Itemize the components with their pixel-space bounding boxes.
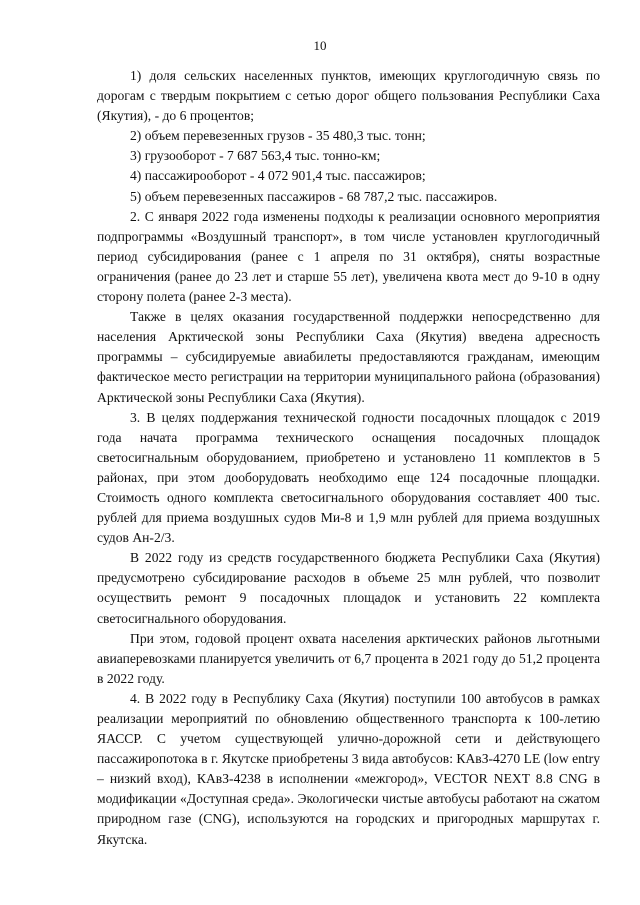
paragraph-indicator-2: 2) объем перевезенных грузов - 35 480,3 тыс. тонн; [130,128,426,144]
paragraph-indicator-5: 5) объем перевезенных пассажиров - 68 787,2 тыс. пассажиров. [130,188,498,204]
paragraph-landing-sites: 3. В целях поддержания технической годности посадочных площадок с 2019 года начата программа технического оснащения посадочных площадок светосигнальным оборудованием, приобретено и установлено 11 комплектов в 5 районах, при этом дооборудовать необходимо еще 124 посадочные площадки. Стоимость одного комплекта светосигнального оборудования составляет 400 тыс. рублей для приема воздушных судов Ми-8 и 1,9 млн рублей для приема воздушных судов Ан-2/3. [97,409,600,546]
paragraph-air-transport: 2. С января 2022 года изменены подходы к реализации основного мероприятия подпрограммы «Воздушный транспорт», в том числе установлен круглогодичный период субсидирования (ранее с 1 апреля по 31 октября), сняты возрастные ограничения (ранее до 23 лет и старше 55 лет), увеличена квота мест до 9-10 в одну сторону полета (ранее 2-3 места). [97,208,600,305]
paragraph-indicator-3: 3) грузооборот - 7 687 563,4 тыс. тонно-км; [130,148,381,164]
paragraph-indicator-4: 4) пассажирооборот - 4 072 901,4 тыс. пассажиров; [130,168,426,184]
paragraph-budget-2022: В 2022 году из средств государственного бюджета Республики Саха (Якутия) предусмотрено субсидирование расходов в объеме 25 млн рублей, что позволит осуществить ремонт 9 посадочных площадок и установить 22 комплекта светосигнального оборудования. [97,550,600,626]
document-body [97,66,600,850]
paragraph-coverage: При этом, годовой процент охвата населения арктических районов льготными авиаперевозками планируется увеличить от 6,7 процента в 2021 году до 51,2 процента в 2022 году. [97,630,600,686]
page-number: 10 [313,38,327,53]
paragraph-buses: 4. В 2022 году в Республику Саха (Якутия) поступили 100 автобусов в рамках реализации мероприятий по обновлению общественного транспорта к 100-летию ЯАССР. С учетом существующей улично-дорожной сети и действующего пассажиропотока в г. Якутске приобретены 3 вида автобусов: КАвЗ-4270 LE (low entry – низкий вход), КАвЗ-4238 в исполнении «межгород», VECTOR NEXT 8.8 CNG в модификации «Доступная среда». Экологически чистые автобусы работают на сжатом природном газе (CNG), используются на городских и пригородных маршрутах г. Якутска. [97,690,600,847]
paragraph-indicator-1: 1) доля сельских населенных пунктов, имеющих круглогодичную связь по дорогам с твердым покрытием с сетью дорог общего пользования Республики Саха (Якутия), - до 6 процентов; [97,68,600,124]
paragraph-arctic-support: Также в целях оказания государственной поддержки непосредственно для населения Арктической зоны Республики Саха (Якутия) введена адресность программы – субсидируемые авиабилеты предоставляются гражданам, имеющим фактическое место регистрации на территории муниципального района (образования) Арктической зоны Республики Саха (Якутия). [97,309,600,405]
